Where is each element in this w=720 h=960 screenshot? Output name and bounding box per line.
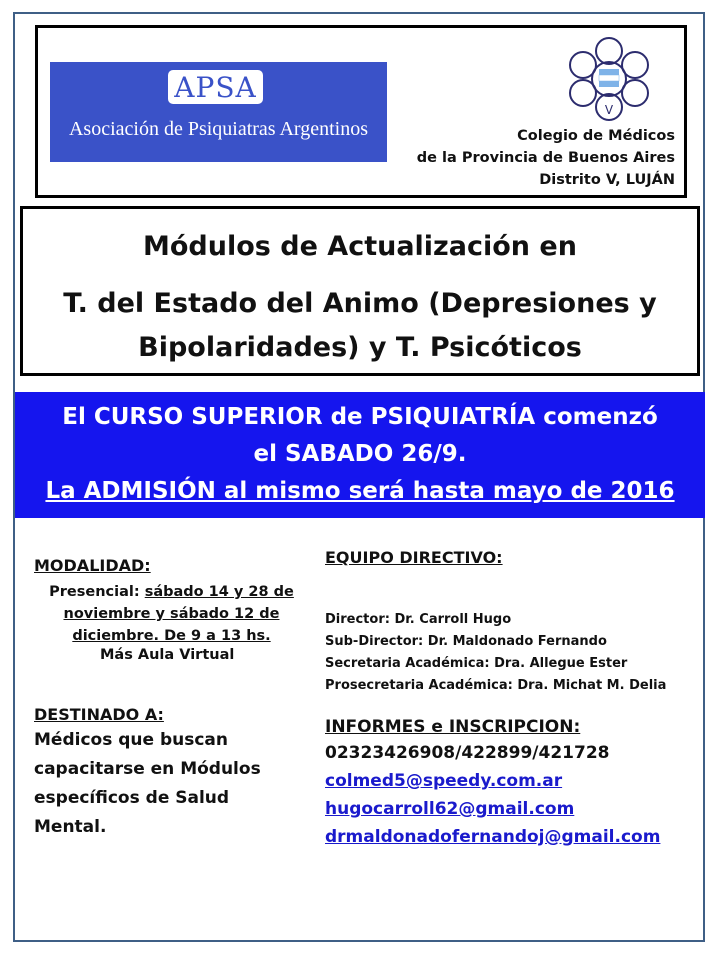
modalidad-date: sábado 14 y 28 de: [144, 584, 294, 600]
aula-virtual: Más Aula Virtual: [100, 647, 235, 663]
course-title-box: [20, 206, 700, 376]
colegio-line: Colegio de Médicos: [517, 128, 675, 144]
destinado-text: [34, 726, 309, 842]
informes-contacts: [325, 739, 695, 851]
equipo-list: [325, 609, 695, 697]
staff-member: Sub-Director: Dr. Maldonado Fernando: [325, 634, 607, 649]
presencial-label: Presencial:: [49, 584, 145, 600]
staff-member: Secretaria Académica: Dra. Allegue Ester: [325, 656, 628, 671]
modalidad-details: [34, 581, 309, 647]
destinado-line: Médicos que buscan: [34, 730, 228, 750]
banner-line: La ADMISIÓN al mismo será hasta mayo de 2016: [45, 478, 675, 504]
colegio-line: Distrito V, LUJÁN: [539, 172, 675, 188]
colegio-seal-icon: [561, 31, 657, 127]
course-title-line: Módulos de Actualización en: [143, 231, 577, 262]
phone-numbers: 02323426908/422899/421728: [325, 743, 610, 763]
equipo-heading: EQUIPO DIRECTIVO:: [325, 548, 503, 567]
informes-heading: INFORMES e INSCRIPCION:: [325, 717, 581, 737]
seal-letter: V: [604, 103, 614, 117]
modalidad-heading: MODALIDAD:: [34, 556, 151, 575]
email-link[interactable]: hugocarroll62@gmail.com: [325, 799, 575, 819]
staff-member: Prosecretaria Académica: Dra. Michat M. Delia: [325, 678, 667, 693]
staff-member: Director: Dr. Carroll Hugo: [325, 612, 512, 627]
modalidad-date: diciembre. De 9 a 13 hs.: [72, 628, 271, 644]
colegio-name: [417, 125, 675, 191]
announcement-banner: [15, 392, 705, 518]
apsa-name: Asociación de Psiquiatras Argentinos: [68, 118, 369, 140]
banner-line: El CURSO SUPERIOR de PSIQUIATRÍA comenzó: [62, 404, 658, 430]
modalidad-date: noviembre y sábado 12 de: [63, 606, 280, 622]
course-title-line: Bipolaridades) y T. Psicóticos: [138, 332, 582, 363]
right-column: [325, 548, 695, 851]
course-title-line: [23, 282, 697, 370]
left-column: [34, 556, 309, 842]
apsa-logo: APSA: [168, 70, 263, 104]
apsa-logo-block: [50, 62, 387, 162]
colegio-line: de la Provincia de Buenos Aires: [416, 150, 675, 166]
destinado-line: específicos de Salud: [34, 788, 230, 808]
email-link[interactable]: colmed5@speedy.com.ar: [325, 771, 563, 791]
destinado-line: capacitarse en Módulos: [34, 759, 261, 779]
banner-line: el SABADO 26/9.: [253, 441, 467, 467]
course-title-line: T. del Estado del Animo (Depresiones y: [63, 288, 657, 319]
destinado-line: Mental.: [34, 817, 107, 837]
email-link[interactable]: drmaldonadofernandoj@gmail.com: [325, 827, 661, 847]
destinado-heading: DESTINADO A:: [34, 705, 164, 724]
